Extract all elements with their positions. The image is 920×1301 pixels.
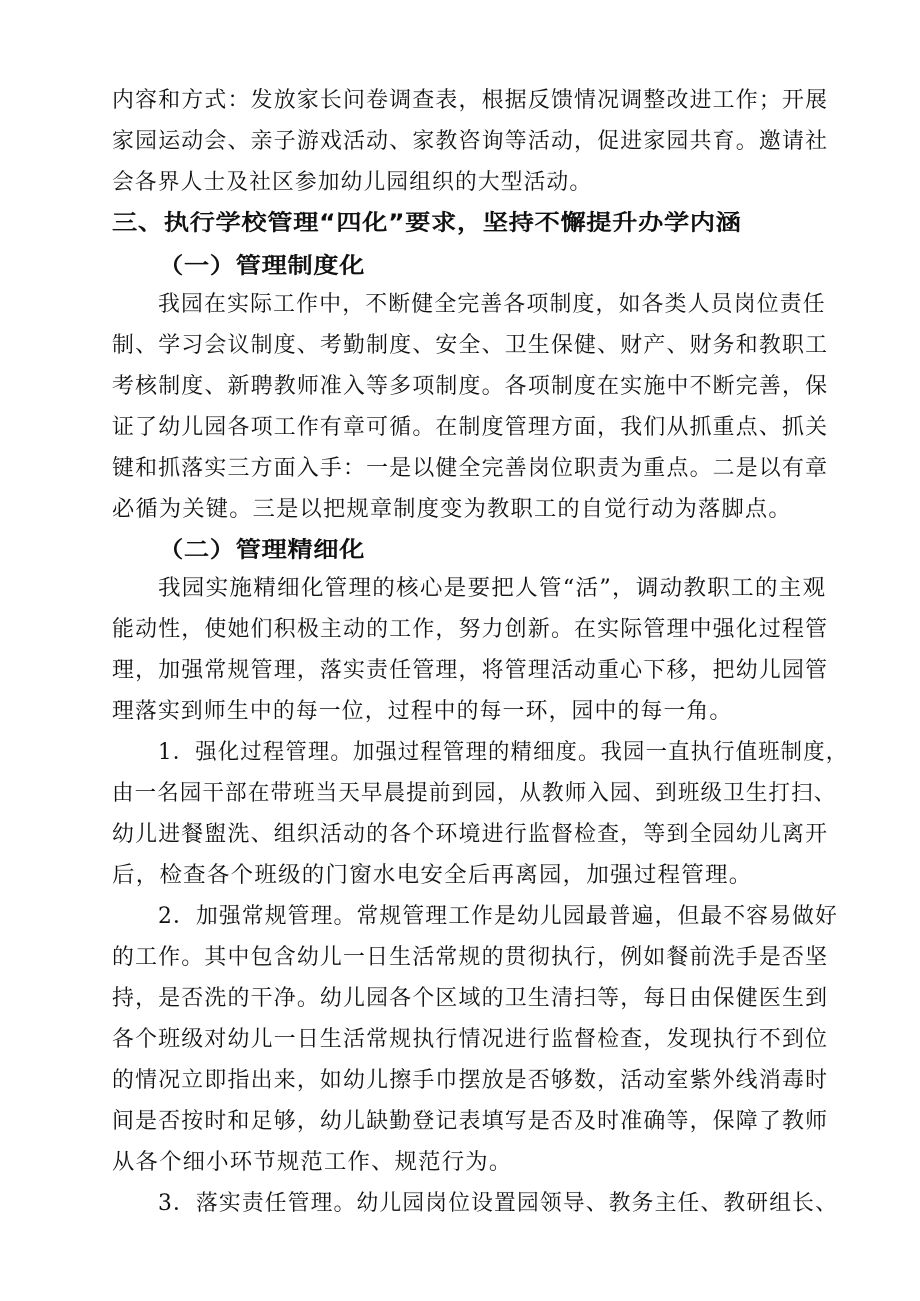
item2-line-5: 的情况立即指出来，如幼儿擦手巾摆放是否够数，活动室紫外线消毒时	[112, 1068, 829, 1093]
sub1-para-line-1: 我园在实际工作中，不断健全完善各项制度，如各类人员岗位责任	[158, 292, 826, 317]
intro-line-2: 家园运动会、亲子游戏活动、家教咨询等活动，促进家园共育。邀请社	[112, 129, 829, 154]
item1-line-4: 后，检查各个班级的门窗水电安全后再离园，加强过程管理。	[112, 863, 753, 888]
subsection-title-1: （一）管理制度化	[158, 254, 366, 279]
item1-line-1: 1．强化过程管理。加强过程管理的精细度。我园一直执行值班制度，	[158, 740, 849, 765]
sub2-para-line-1: 我园实施精细化管理的核心是要把人管“活”，调动教职工的主观	[158, 576, 827, 601]
item2-line-4: 各个班级对幼儿一日生活常规执行情况进行监督检查，发现执行不到位	[112, 1027, 829, 1052]
item1-line-2: 由一名园干部在带班当天早晨提前到园，从教师入园、到班级卫生打扫、	[112, 781, 837, 806]
subsection-title-2: （二）管理精细化	[158, 538, 366, 563]
section-heading: 三、执行学校管理“四化”要求，坚持不懈提升办学内涵	[112, 211, 742, 236]
sub2-para-line-2: 能动性，使她们积极主动的工作，努力创新。在实际管理中强化过程管	[112, 617, 829, 642]
sub2-para-line-4: 理落实到师生中的每一位，过程中的每一环，园中的每一角。	[112, 699, 733, 724]
item2-line-1: 2．加强常规管理。常规管理工作是幼儿园最普遍，但最不容易做好	[158, 904, 839, 929]
item2-line-3: 持，是否洗的干净。幼儿园各个区域的卫生清扫等，每日由保健医生到	[112, 986, 829, 1011]
sub1-para-line-2: 制、学习会议制度、考勤制度、安全、卫生保健、财产、财务和教职工	[112, 333, 829, 358]
sub1-para-line-4: 证了幼儿园各项工作有章可循。在制度管理方面，我们从抓重点、抓关	[112, 415, 829, 440]
item1-line-3: 幼儿进餐盥洗、组织活动的各个环境进行监督检查，等到全园幼儿离开	[112, 822, 829, 847]
sub2-para-line-3: 理，加强常规管理，落实责任管理，将管理活动重心下移，把幼儿园管	[112, 658, 829, 683]
item2-line-2: 的工作。其中包含幼儿一日生活常规的贯彻执行，例如餐前洗手是否坚	[112, 945, 829, 970]
item3-line-1: 3．落实责任管理。幼儿园岗位设置园领导、教务主任、教研组长、	[158, 1191, 839, 1216]
sub1-para-line-3: 考核制度、新聘教师准入等多项制度。各项制度在实施中不断完善，保	[112, 374, 829, 399]
intro-line-1: 内容和方式：发放家长问卷调查表，根据反馈情况调整改进工作；开展	[112, 88, 829, 113]
item2-line-6: 间是否按时和足够，幼儿缺勤登记表填写是否及时准确等，保障了教师	[112, 1109, 829, 1134]
sub1-para-line-6: 必循为关键。三是以把规章制度变为教职工的自觉行动为落脚点。	[112, 497, 792, 522]
item2-line-7: 从各个细小环节规范工作、规范行为。	[112, 1150, 513, 1175]
sub1-para-line-5: 键和抓落实三方面入手：一是以健全完善岗位职责为重点。二是以有章	[112, 456, 829, 481]
intro-line-3: 会各界人士及社区参加幼儿园组织的大型活动。	[112, 170, 593, 195]
